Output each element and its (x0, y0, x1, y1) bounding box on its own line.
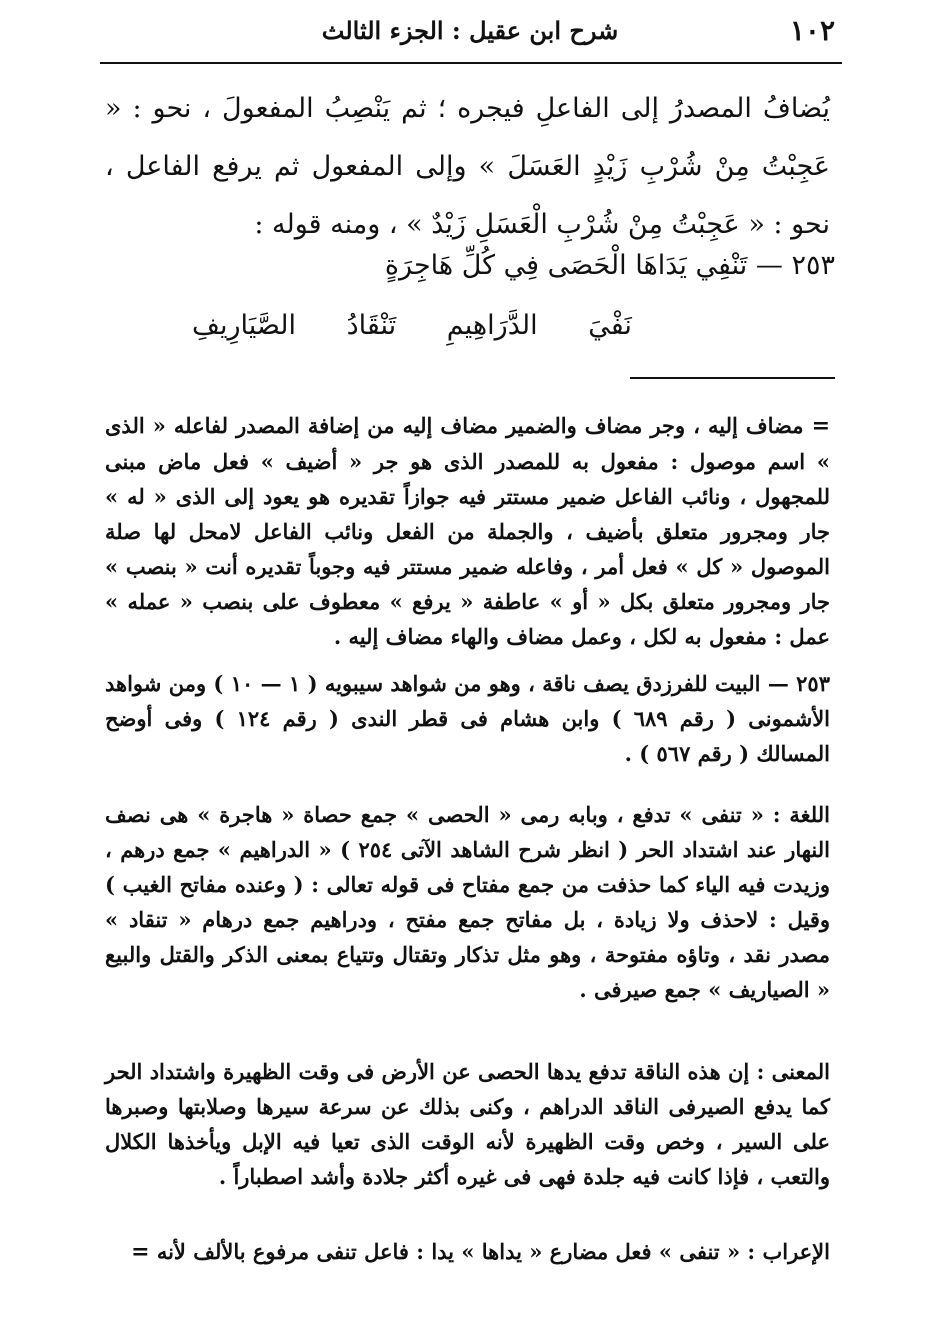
verse-dash: — (755, 250, 783, 281)
verse-number: ٢٥٣ (791, 250, 835, 281)
page-header (105, 12, 835, 52)
verse-word: نَفْيَ (588, 310, 632, 341)
footnote-continuation (105, 408, 830, 654)
footnote-language: اللغة : « تنفى » تدفع ، وبابه رمى « الحصى » جمع حصاة « هاجرة » هى نصف النهار عند اشتداد الحر ( انظر شرح الشاهد الآتى ٢٥٤ ) « الدراهيم » جمع درهم ، وزيدت فيه الياء كما حذفت من جمع مفتاح فى قوله تعالى : ( وعنده مفاتح الغيب ) وقيل : لاحذف ولا زيادة ، بل مفاتح جمع مفتح ، ودراهيم جمع درهام « تنقاد » مصدر نقد ، وتاؤه مفتوحة ، وهو مثل تذكار وتقتال وتتياع بمعنى الذكر والقتل والبيع « الصياريف » جمع صيرفى . (105, 802, 830, 1002)
verse-first-hemistich: تَنْفِي يَدَاهَا الْحَصَى فِي كُلِّ هَاجِرَةٍ (384, 250, 748, 281)
verse-word: الدَّرَاهِيمِ (446, 310, 538, 341)
verse-word: الصَّيَارِيفِ (192, 310, 297, 341)
footnote-separator (630, 377, 835, 379)
verse-word: تَنْقَادُ (346, 310, 397, 341)
footnote-source: ٢٥٣ — البيت للفرزدق يصف ناقة ، وهو من شواهد سيبويه ( ١ — ١٠ ) ومن شواهد الأشمونى ( رقم ٦٨٩ ) وابن هشام فى قطر الندى ( رقم ١٢٤ ) وفى أوضح المسالك ( رقم ٥٦٧ ) . (105, 671, 831, 766)
continuation-mark: = (811, 413, 831, 439)
page-number: ١٠٢ (789, 14, 835, 47)
verse-first-line (385, 250, 835, 281)
footnote-parsing-text: الإعراب : « تنفى » فعل مضارع « يداها » يدا : فاعل تنفى مرفوع بالألف لأنه (156, 1239, 830, 1264)
main-paragraph: يُضافُ المصدرُ إلى الفاعلِ فيجره ؛ ثم يَنْصِبُ المفعولَ ، نحو : « عَجِبْتُ مِنْ شُرْبِ زَيْدٍ العَسَلَ » وإلى المفعول ثم يرفع الفاعل ، نحو : « عَجِبْتُ مِنْ شُرْبِ الْعَسَلِ زَيْدٌ » ، ومنه قوله : (105, 93, 830, 240)
verse-second-line (150, 310, 632, 341)
header-rule (100, 62, 842, 64)
footnote-continuation-text: مضاف إليه ، وجر مضاف والضمير مضاف إليه من إضافة المصدر لفاعله « الذى » اسم موصول : مفعول به للمصدر الذى هو جر « أضيف » فعل ماض مبنى للمجهول ، ونائب الفاعل ضمير مستتر فيه جوازاً تقديره هو يعود إلى الذى « له » جار ومجرور متعلق بأضيف ، والجملة من الفعل ونائب الفاعل لامحل لها صلة الموصول « كل » فعل أمر ، وفاعله ضمير مستتر فيه وجوباً تقديره أنت « بنصب » جار ومجرور متعلق بكل « أو » عاطفة « يرفع » معطوف على بنصب « عمله » عمل : مفعول به لكل ، وعمل مضاف والهاء مضاف إليه . (105, 413, 830, 649)
footnote-meaning: المعنى : إن هذه الناقة تدفع يدها الحصى عن الأرض فى وقت الظهيرة واشتداد الحر كما يدفع الصيرفى الناقد الدراهم ، وكنى بذلك عن سرعة سيرها وصلابتها وصبرها على السير ، وخص وقت الظهيرة لأنه الوقت الذى تعيا فيه الإبل ويأخذها الكلال والتعب ، فإذا كانت فيه جلدة فهى فى غيره أكثر جلادة وأشد اصطباراً . (105, 1059, 830, 1189)
footnote-parsing (105, 1234, 830, 1270)
running-title: شرح ابن عقيل : الجزء الثالث (321, 16, 619, 45)
continuation-mark: = (131, 1239, 150, 1265)
